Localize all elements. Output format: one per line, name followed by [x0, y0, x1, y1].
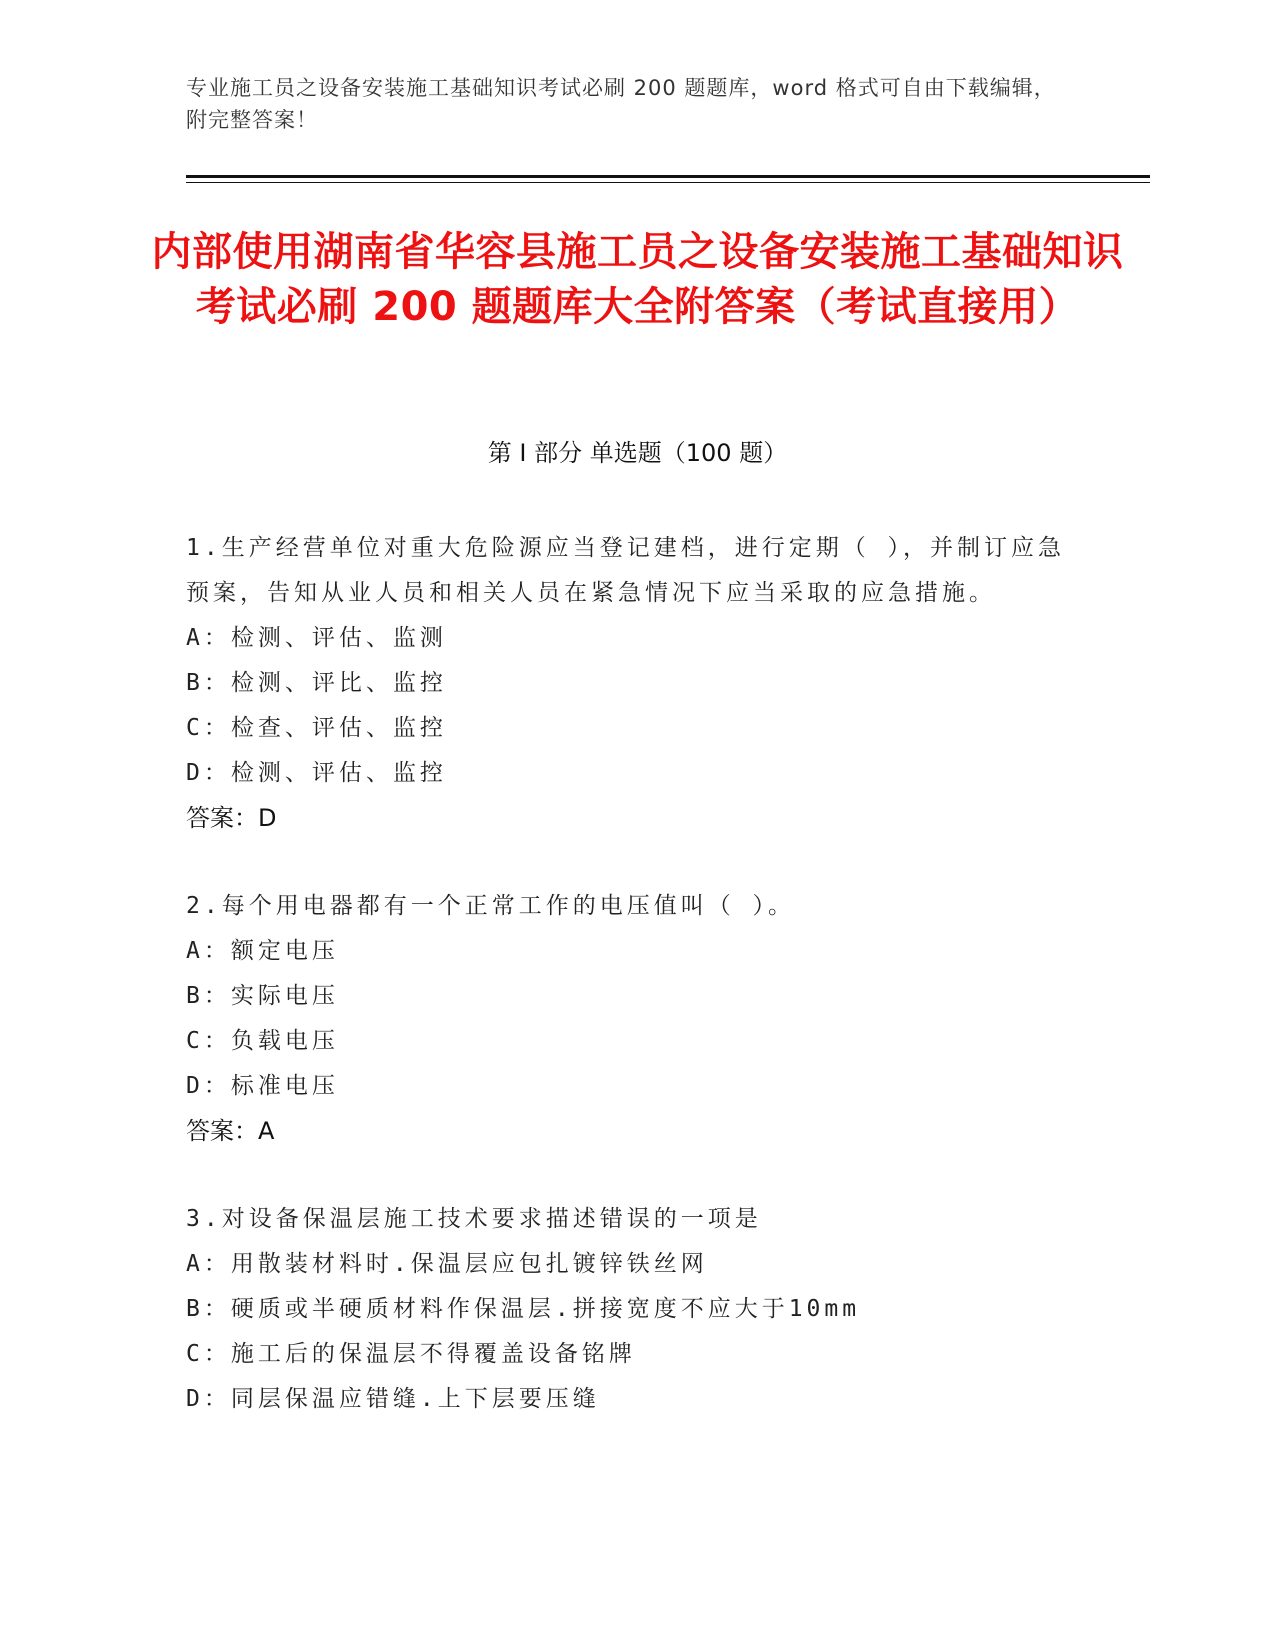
option-a: A：用散装材料时.保温层应包扎镀锌铁丝网 [186, 1251, 708, 1277]
option-d: D：检测、评估、监控 [186, 760, 447, 786]
header-note: 专业施工员之设备安装施工基础知识考试必刷 200 题题库，word 格式可自由下载编辑，附完整答案！ [186, 76, 1056, 132]
option-d: D：同层保温应错缝.上下层要压缝 [186, 1386, 600, 1412]
question-stem: 1.生产经营单位对重大危险源应当登记建档，进行定期（ ），并制订应急预案，告知从业人员和相关人员在紧急情况下应当采取的应急措施。 [186, 535, 1066, 606]
question-3 [186, 1197, 1076, 1422]
option-b: B：实际电压 [186, 983, 339, 1009]
question-stem: 2.每个用电器都有一个正常工作的电压值叫（ ）。 [186, 893, 796, 919]
option-c: C：施工后的保温层不得覆盖设备铭牌 [186, 1341, 636, 1367]
option-b: B：硬质或半硬质材料作保温层.拼接宽度不应大于10mm [186, 1296, 861, 1322]
document-title: 内部使用湖南省华容县施工员之设备安装施工基础知识考试必刷 200 题题库大全附答案（考试直接用） [151, 229, 1124, 330]
section-heading: 第 I 部分 单选题（100 题） [487, 439, 788, 467]
option-c: C：负载电压 [186, 1028, 339, 1054]
option-a: A：额定电压 [186, 938, 339, 964]
question-list [186, 526, 1076, 1465]
header-divider-thick [186, 175, 1150, 178]
option-c: C：检查、评估、监控 [186, 715, 447, 741]
header-divider-thin [186, 182, 1150, 183]
answer: 答案：D [186, 804, 277, 832]
question-1 [186, 526, 1076, 841]
answer: 答案：A [186, 1117, 275, 1145]
option-a: A：检测、评估、监测 [186, 625, 447, 651]
option-d: D：标准电压 [186, 1073, 339, 1099]
option-b: B：检测、评比、监控 [186, 670, 447, 696]
question-stem: 3.对设备保温层施工技术要求描述错误的一项是 [186, 1206, 762, 1232]
question-2 [186, 884, 1076, 1154]
